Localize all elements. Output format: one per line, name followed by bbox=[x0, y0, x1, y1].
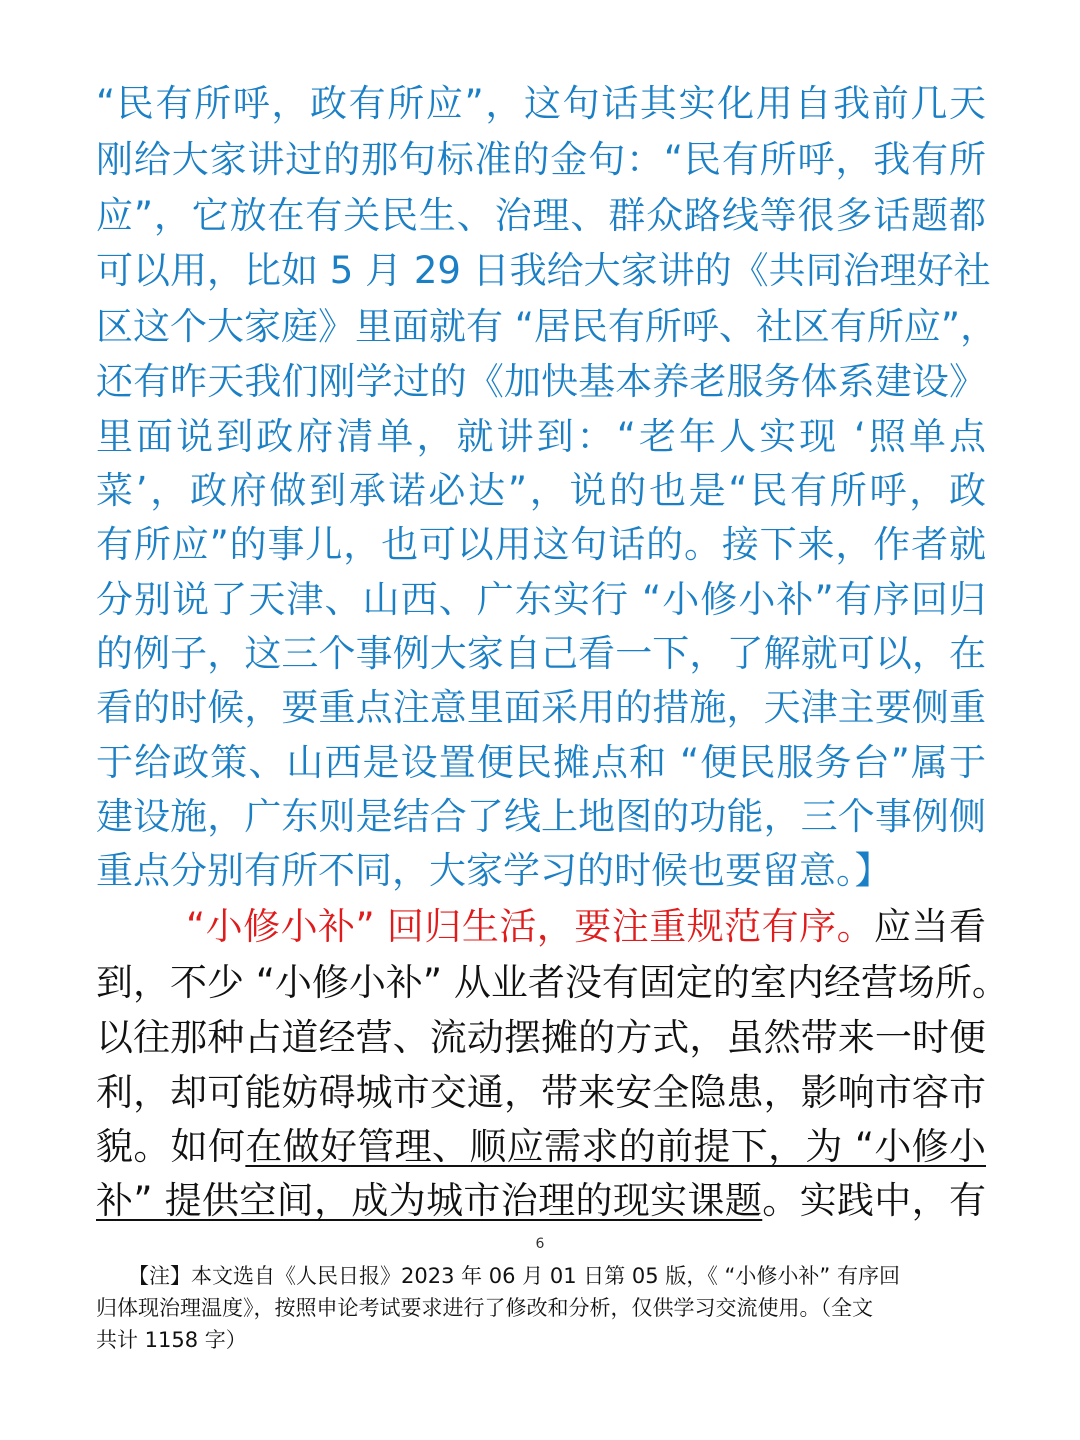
text-segment: 。实践中，有 bbox=[762, 1179, 987, 1222]
underlined-text: 在做好管理、顺应需求的前提下，为 “小修小 bbox=[245, 1125, 986, 1168]
note-line: 【注】本文选自《人民日报》2023 年 06 月 01 日第 05 版，《 “小修小补” 有序回 bbox=[128, 1264, 900, 1288]
text-line: 可以用，比如 5 月 29 日我给大家讲的《共同治理好社 bbox=[96, 249, 991, 292]
text-line: 有所应”的事儿，也可以用这句话的。接下来，作者就 bbox=[96, 523, 986, 566]
text-line: 重点分别有所不同，大家学习的时候也要留意。】 bbox=[96, 849, 892, 892]
text-line: 以往那种占道经营、流动摆摊的方式，虽然带来一时便 bbox=[96, 1016, 986, 1059]
text-line: 建设施，广东则是结合了线上地图的功能，三个事例侧 bbox=[96, 795, 986, 838]
text-line: 利，却可能妨碍城市交通，带来安全隐患，影响市容市 bbox=[96, 1071, 986, 1114]
text-line: 看的时候，要重点注意里面采用的措施，天津主要侧重 bbox=[96, 686, 986, 729]
text-line: 的例子，这三个事例大家自己看一下，了解就可以，在 bbox=[96, 632, 986, 675]
text-segment: 应当看 bbox=[874, 905, 986, 948]
red-heading: “小修小补” 回归生活，要注重规范有序。 bbox=[186, 905, 875, 948]
page-number: 6 bbox=[535, 1236, 545, 1252]
text-line: 到，不少 “小修小补” 从业者没有固定的室内经营场所。 bbox=[96, 961, 1009, 1004]
text-line: 还有昨天我们刚学过的《加快基本养老服务体系建设》 bbox=[96, 360, 986, 403]
text-line: 刚给大家讲过的那句标准的金句：“民有所呼，我有所 bbox=[96, 138, 986, 181]
note-line: 归体现治理温度》，按照申论考试要求进行了修改和分析，仅供学习交流使用。（全文 bbox=[96, 1296, 873, 1320]
text-line: 里面说到政府清单，就讲到：“老年人实现 ‘照单点 bbox=[96, 415, 986, 458]
text-line: 应”，它放在有关民生、治理、群众路线等很多话题都 bbox=[96, 194, 986, 237]
underlined-text: 补” 提供空间，成为城市治理的现实课题 bbox=[96, 1179, 763, 1222]
text-line bbox=[96, 1172, 986, 1230]
text-line bbox=[186, 898, 986, 956]
text-line: 区这个大家庭》里面就有 “居民有所呼、社区有所应”， bbox=[96, 305, 998, 348]
text-segment: 貌。如何 bbox=[96, 1125, 246, 1168]
text-line: “民有所呼，政有所应”，这句话其实化用自我前几天 bbox=[96, 82, 986, 125]
text-line: 菜’，政府做到承诺必达”，说的也是“民有所呼，政 bbox=[96, 469, 986, 512]
text-line bbox=[96, 1118, 986, 1176]
note-line: 共计 1158 字） bbox=[96, 1328, 247, 1352]
text-line: 分别说了天津、山西、广东实行 “小修小补”有序回归 bbox=[96, 578, 986, 621]
text-line: 于给政策、山西是设置便民摊点和 “便民服务台”属于 bbox=[96, 741, 986, 784]
